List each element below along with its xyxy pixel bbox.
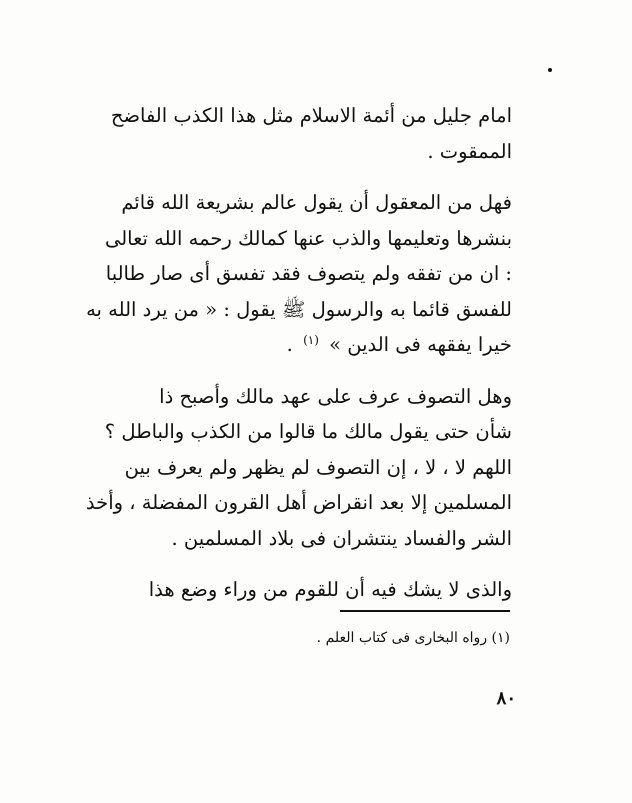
text-line: المسلمين إلا بعد انقراض أهل القرون المفضلة ، وأخذ: [85, 491, 512, 514]
text-line: : ان من تفقه ولم يتصوف فقد تفسق أى صار طالبا: [105, 262, 512, 285]
footnote-reference: (١): [303, 332, 319, 347]
paragraph-1: [110, 98, 512, 169]
main-text: [85, 98, 512, 608]
text-line: الشر والفساد ينتشران فى بلاد المسلمين .: [171, 526, 512, 550]
text-line: اللهم لا ، لا ، إن التصوف لم يظهر ولم يعرف بين: [124, 455, 512, 479]
paragraph-2: [86, 185, 512, 363]
text-line: بنشرها وتعليمها والذب عنها كمالك رحمه الله تعالى: [104, 226, 512, 250]
text-line: الممقوت .: [427, 139, 512, 163]
text-line: والذى لا يشك فيه أن للقوم من وراء وضع هذا: [148, 578, 512, 601]
text-line: خيرا يفقهه فى الدين »: [329, 333, 512, 356]
text-line: شأن حتى يقول مالك ما قالوا من الكذب والباطل ؟: [104, 420, 512, 443]
page-number: ٨٠: [496, 688, 516, 709]
text-line: وهل التصوف عرف على عهد مالك وأصبح ذا: [159, 384, 512, 408]
footnote-separator: [340, 610, 510, 612]
text-line: للفسق قائما به والرسول ﷺ يقول : « من يرد الله به: [86, 297, 512, 321]
sentence-end-mark: .: [286, 333, 293, 356]
text-line: فهل من المعقول أن يقول عالم بشريعة الله قائم: [121, 191, 512, 214]
footnote: (١) رواه البخارى فى كتاب العلم .: [316, 630, 510, 646]
paragraph-3: [85, 379, 512, 557]
text-line-with-footnote: [120, 327, 512, 363]
paragraph-4: [120, 572, 512, 608]
page-mark: [548, 68, 552, 72]
text-line: امام جليل من أئمة الاسلام مثل هذا الكذب الفاضح: [110, 104, 512, 127]
